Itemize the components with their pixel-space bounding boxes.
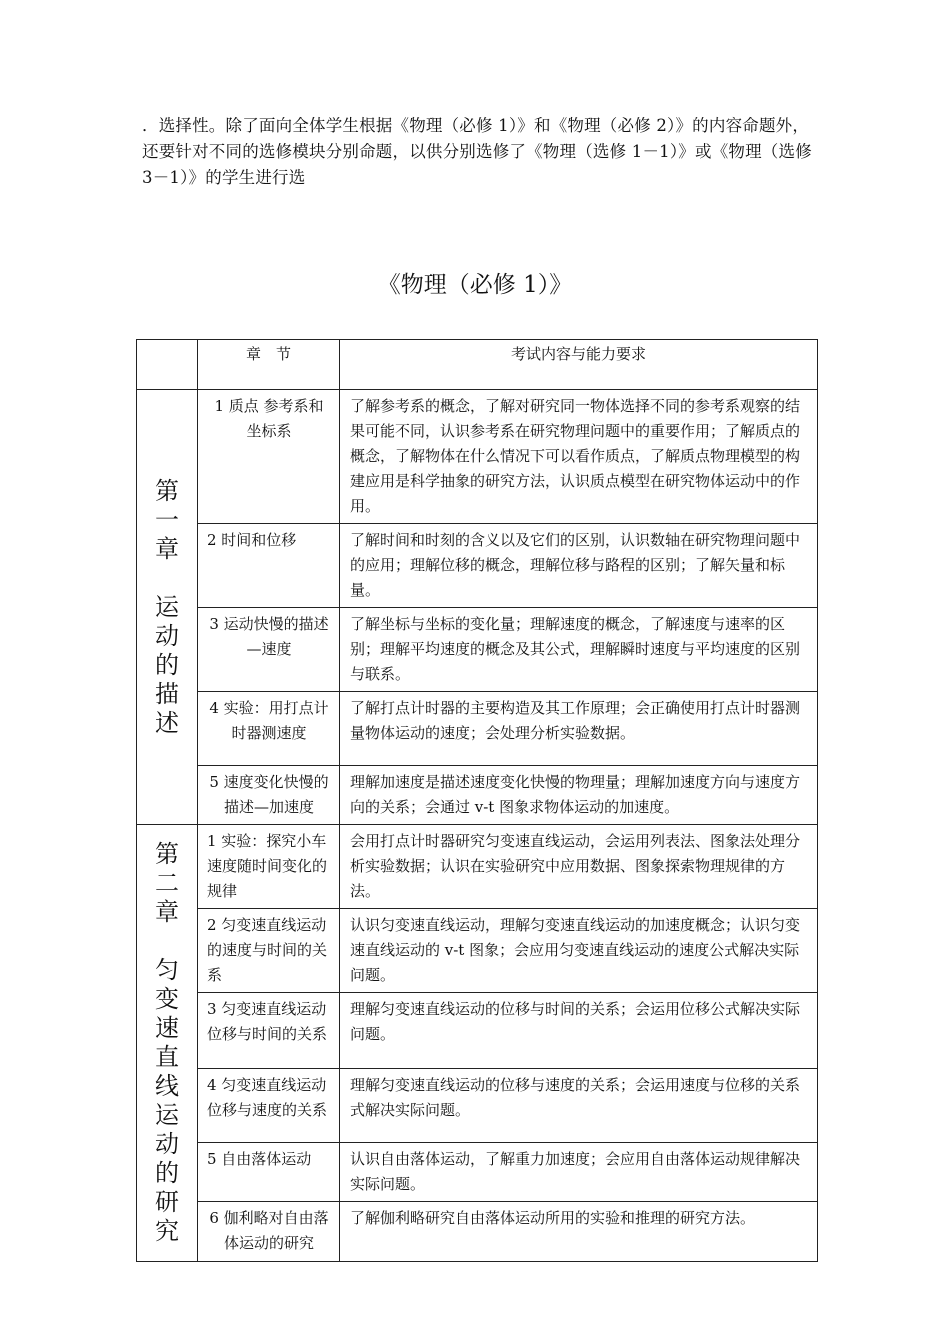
section-cell: [198, 909, 340, 993]
content-text: 理解匀变速直线运动的位移与时间的关系；会运用位移公式解决实际问题。: [350, 1000, 801, 1043]
chapter-2-label: [137, 825, 198, 1262]
section-label: 3 匀变速直线运动位移与时间的关系: [207, 1000, 328, 1043]
section-label: 5 速度变化快慢的描述—加速度: [209, 773, 329, 816]
section-label: 5 自由落体运动: [207, 1150, 312, 1168]
section-title: 《物理（必修 1）》: [377, 272, 573, 298]
section-cell: [198, 1202, 340, 1262]
section-label: 4 匀变速直线运动位移与速度的关系: [207, 1076, 328, 1119]
content-cell: [340, 608, 818, 692]
chapter-2-title: 匀变速直线运动的研究: [155, 956, 179, 1245]
header-section-cell: [198, 340, 340, 390]
section-label: 1 实验：探究小车速度随时间变化的规律: [207, 832, 328, 900]
table-row: [137, 524, 818, 608]
chapter-1-label: [137, 390, 198, 825]
header-chapter-cell: [137, 340, 198, 390]
section-label: 3 运动快慢的描述—速度: [209, 615, 329, 658]
table-row: [137, 1202, 818, 1262]
content-text: 了解时间和时刻的含义以及它们的区别，认识数轴在研究物理问题中的应用；理解位移的概念，理解位移与路程的区别；了解矢量和标量。: [350, 531, 801, 599]
content-text: 会用打点计时器研究匀变速直线运动，会运用列表法、图象法处理分析实验数据；认识在实验研究中应用数据、图象探索物理规律的方法。: [350, 832, 801, 900]
content-cell: [340, 1143, 818, 1202]
content-text: 理解匀变速直线运动的位移与速度的关系；会运用速度与位移的关系式解决实际问题。: [350, 1076, 801, 1119]
section-cell: [198, 825, 340, 909]
section-label: 4 实验：用打点计时器测速度: [209, 699, 329, 742]
content-text: 了解参考系的概念，了解对研究同一物体选择不同的参考系观察的结果可能不同，认识参考系在研究物理问题中的重要作用；了解质点的概念，了解物体在什么情况下可以看作质点，了解质点物理模型的构建应用是科学抽象的研究方法，认识质点模型在研究物体运动中的作用。: [350, 397, 801, 515]
header-content: 考试内容与能力要求: [510, 345, 646, 363]
table-row: [137, 1143, 818, 1202]
content-text: 认识匀变速直线运动，理解匀变速直线运动的加速度概念；认识匀变速直线运动的 v-t 图象；会应用匀变速直线运动的速度公式解决实际问题。: [350, 916, 801, 984]
section-label: 2 时间和位移: [207, 531, 297, 549]
section-cell: [198, 692, 340, 766]
table-row: [137, 692, 818, 766]
header-section: 章 节: [245, 345, 291, 363]
header-content-cell: [340, 340, 818, 390]
content-cell: [340, 524, 818, 608]
content-cell: [340, 993, 818, 1069]
table-row: [137, 1069, 818, 1143]
section-cell: [198, 390, 340, 524]
section-label: 2 匀变速直线运动的速度与时间的关系: [207, 916, 328, 984]
section-cell: [198, 993, 340, 1069]
section-cell: [198, 1143, 340, 1202]
content-cell: [340, 390, 818, 524]
syllabus-table: [136, 339, 818, 1262]
chapter-1-title: 运动的描述: [155, 592, 179, 737]
section-cell: [198, 608, 340, 692]
content-cell: [340, 825, 818, 909]
content-cell: [340, 692, 818, 766]
table-header-row: [137, 340, 818, 390]
content-cell: [340, 1202, 818, 1262]
content-cell: [340, 766, 818, 825]
table-row: [137, 993, 818, 1069]
intro-paragraph: ．选择性。除了面向全体学生根据《物理（必修 1）》和《物理（必修 2）》的内容命题外，还要针对不同的选修模块分别命题，以供分别选修了《物理（选修 1－1）》或《物理（选修 3－1）》的学生进行选: [142, 116, 812, 187]
content-text: 了解伽利略研究自由落体运动所用的实验和推理的研究方法。: [350, 1209, 756, 1227]
table-row: [137, 390, 818, 524]
table-row: [137, 825, 818, 909]
table-row: [137, 766, 818, 825]
content-cell: [340, 909, 818, 993]
section-label: 6 伽利略对自由落体运动的研究: [209, 1209, 329, 1252]
section-label: 1 质点 参考系和坐标系: [214, 397, 324, 440]
section-cell: [198, 766, 340, 825]
content-text: 理解加速度是描述速度变化快慢的物理量；理解加速度方向与速度方向的关系；会通过 v-t 图象求物体运动的加速度。: [350, 773, 801, 816]
table-row: [137, 608, 818, 692]
content-cell: [340, 1069, 818, 1143]
content-text: 了解打点计时器的主要构造及其工作原理；会正确使用打点计时器测量物体运动的速度；会处理分析实验数据。: [350, 699, 801, 742]
content-text: 认识自由落体运动，了解重力加速度；会应用自由落体运动规律解决实际问题。: [350, 1150, 801, 1193]
chapter-2-number: 第二章: [155, 840, 179, 926]
content-text: 了解坐标与坐标的变化量；理解速度的概念，了解速度与速率的区别；理解平均速度的概念及其公式，理解瞬时速度与平均速度的区别与联系。: [350, 615, 801, 683]
section-cell: [198, 1069, 340, 1143]
table-row: [137, 909, 818, 993]
section-cell: [198, 524, 340, 608]
chapter-1-number: 第一章: [155, 476, 179, 563]
